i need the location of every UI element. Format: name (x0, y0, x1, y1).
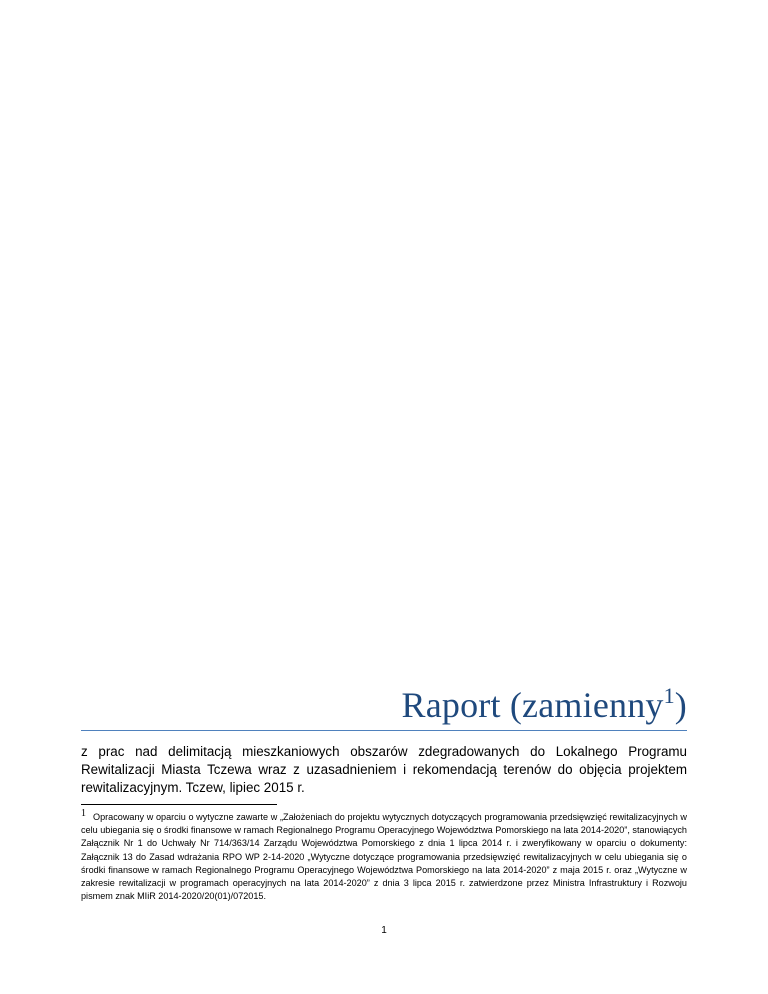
footnote (81, 808, 687, 903)
footnote-number: 1 (81, 808, 86, 819)
document-subtitle: z prac nad delimitacją mieszkaniowych obszarów zdegradowanych do Lokalnego Programu Rewitalizacji Miasta Tczewa wraz z uzasadnieniem i rekomendacją terenów do objęcia projektem rewitalizacyjnym. Tczew, lipiec 2015 r. (81, 744, 687, 795)
footnote-text: Opracowany w oparciu o wytyczne zawarte w „Założeniach do projektu wytycznych dotyczących programowania przedsięwzięć rewitalizacyjnych w celu ubiegania się o środki finansowe w ramach Regionalnego Programu Operacyjnego Województwa Pomorskiego na lata 2014-2020”, stanowiących Załącznik Nr 1 do Uchwały Nr 714/363/14 Zarządu Województwa Pomorskiego z dnia 1 lipca 2014 r. i zweryfikowany w oparciu o dokumenty: Załącznik 13 do Zasad wdrażania RPO WP 2-14-2020 „Wytyczne dotyczące programowania przedsięwzięć rewitalizacyjnych w celu ubiegania się o środki finansowe w ramach Regionalnego Programu Operacyjnego Województwa Pomorskiego na lata 2014-2020” z maja 2015 r. oraz „Wytyczne w zakresie rewitalizacji w programach operacyjnych na lata 2014-2020” z dnia 3 lipca 2015 r. zatwierdzone przez Ministra Infrastruktury i Rozwoju pismem znak MIiR 2014-2020/20(01)/072015. (81, 812, 687, 902)
document-title-text: Raport (zamienny (401, 685, 664, 725)
document-title-block (81, 683, 687, 727)
document-title (81, 683, 687, 727)
document-title-close: ) (674, 685, 687, 725)
title-footnote-reference[interactable]: 1 (663, 683, 675, 708)
title-underline (81, 730, 687, 731)
footnote-separator (81, 804, 277, 805)
page-number: 1 (381, 925, 387, 936)
